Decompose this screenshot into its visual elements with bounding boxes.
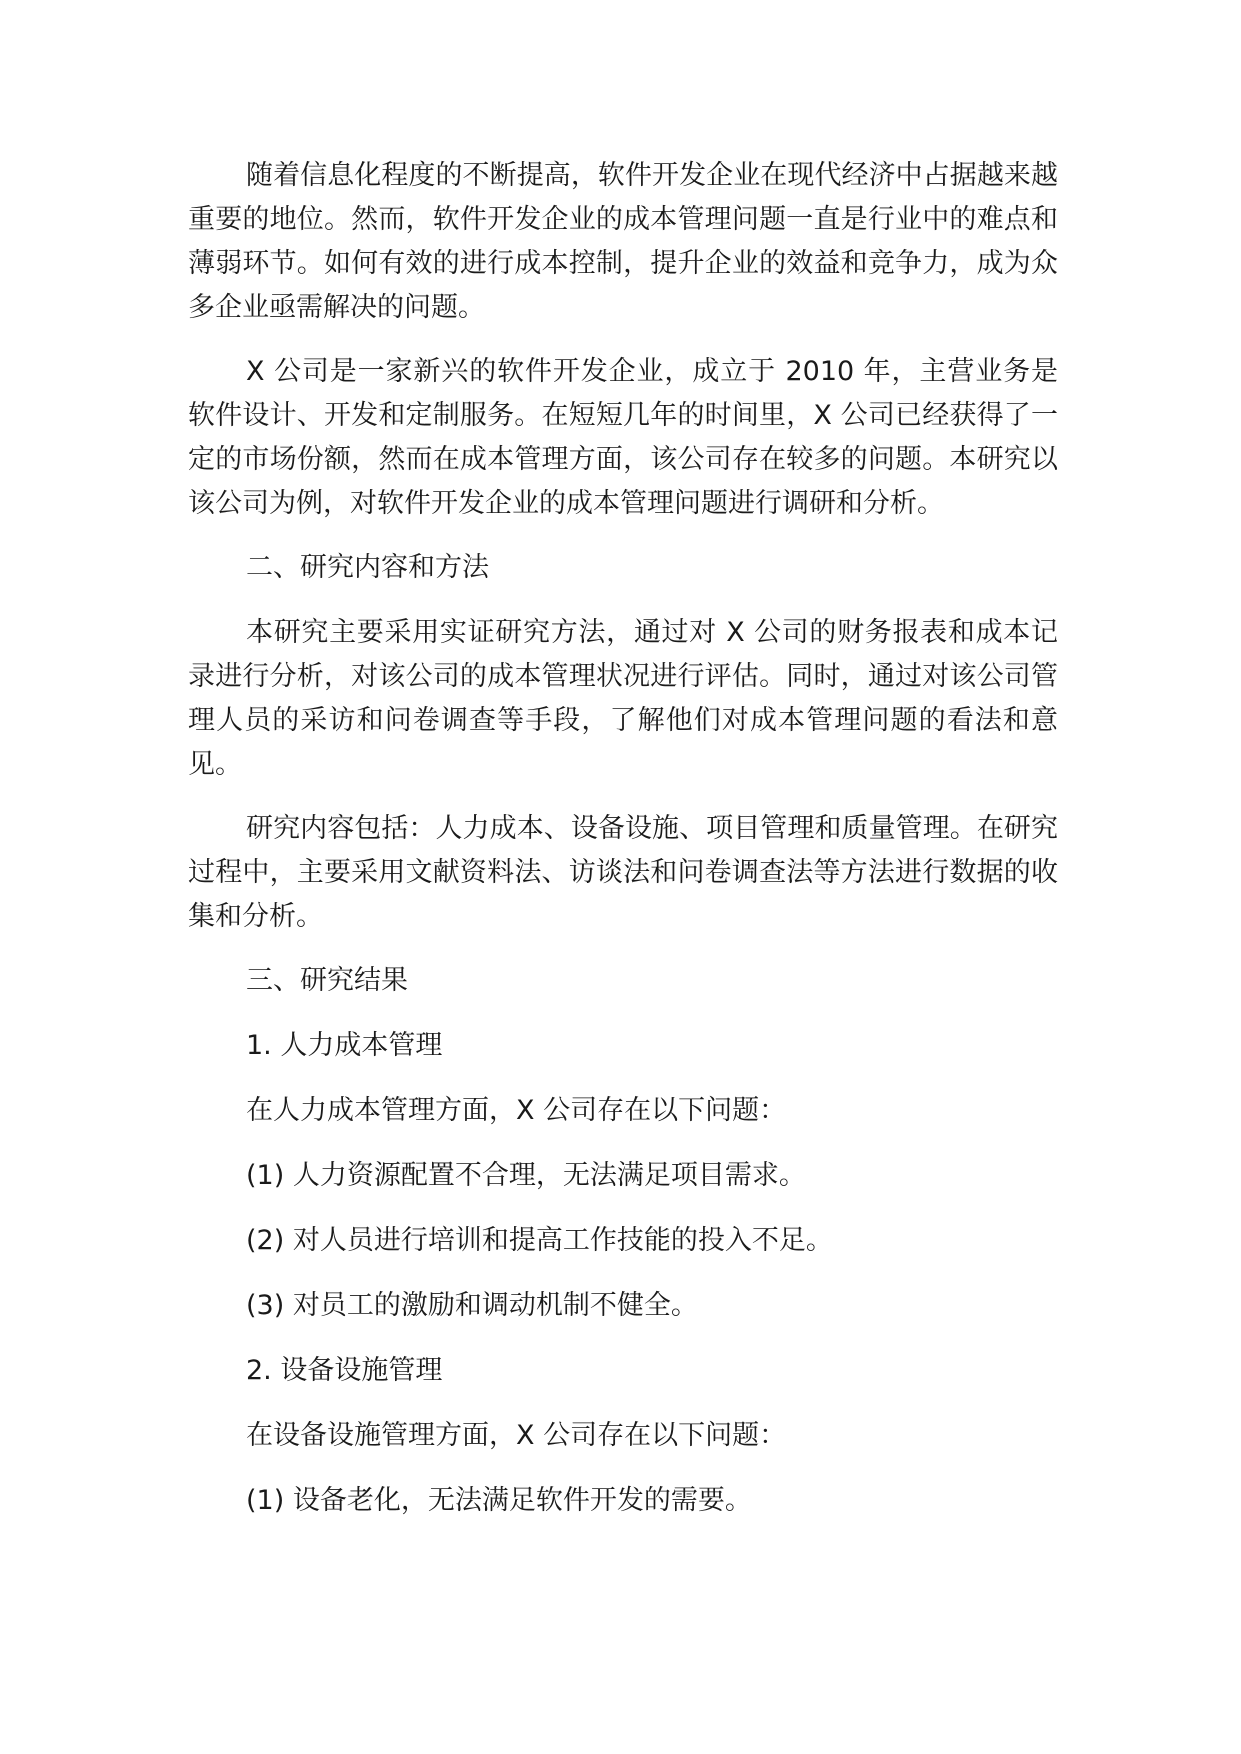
section-heading-results: 三、研究结果 (246, 965, 408, 996)
equipment-intro: 在设备设施管理方面，X 公司存在以下问题： (246, 1420, 787, 1451)
labor-cost-item-1: (1) 人力资源配置不合理，无法满足项目需求。 (246, 1160, 806, 1191)
labor-cost-item-2: (2) 对人员进行培训和提高工作技能的投入不足。 (246, 1225, 833, 1256)
labor-cost-item-3: (3) 对员工的激励和调动机制不健全。 (246, 1290, 698, 1321)
labor-cost-intro: 在人力成本管理方面，X 公司存在以下问题： (246, 1095, 787, 1126)
equipment-item-1: (1) 设备老化，无法满足软件开发的需要。 (246, 1485, 752, 1516)
paragraph-research-content: 研究内容包括：人力成本、设备设施、项目管理和质量管理。在研究过程中，主要采用文献资料法、访谈法和问卷调查法等方法进行数据的收集和分析。 (188, 813, 1058, 932)
section-heading-methods: 二、研究内容和方法 (246, 552, 489, 583)
paragraph-company-background: X 公司是一家新兴的软件开发企业，成立于 2010 年，主营业务是软件设计、开发和定制服务。在短短几年的时间里，X 公司已经获得了一定的市场份额，然而在成本管理方面，该公司存在较多的问题。本研究以该公司为例，对软件开发企业的成本管理问题进行调研和分析。 (188, 356, 1058, 519)
document-body (188, 154, 1058, 1544)
paragraph-intro: 随着信息化程度的不断提高，软件开发企业在现代经济中占据越来越重要的地位。然而，软件开发企业的成本管理问题一直是行业中的难点和薄弱环节。如何有效的进行成本控制，提升企业的效益和竞争力，成为众多企业亟需解决的问题。 (188, 160, 1058, 323)
subheading-equipment: 2. 设备设施管理 (246, 1355, 443, 1386)
subheading-labor-cost: 1. 人力成本管理 (246, 1030, 443, 1061)
paragraph-methods: 本研究主要采用实证研究方法，通过对 X 公司的财务报表和成本记录进行分析，对该公司的成本管理状况进行评估。同时，通过对该公司管理人员的采访和问卷调查等手段，了解他们对成本管理问题的看法和意见。 (188, 617, 1058, 780)
